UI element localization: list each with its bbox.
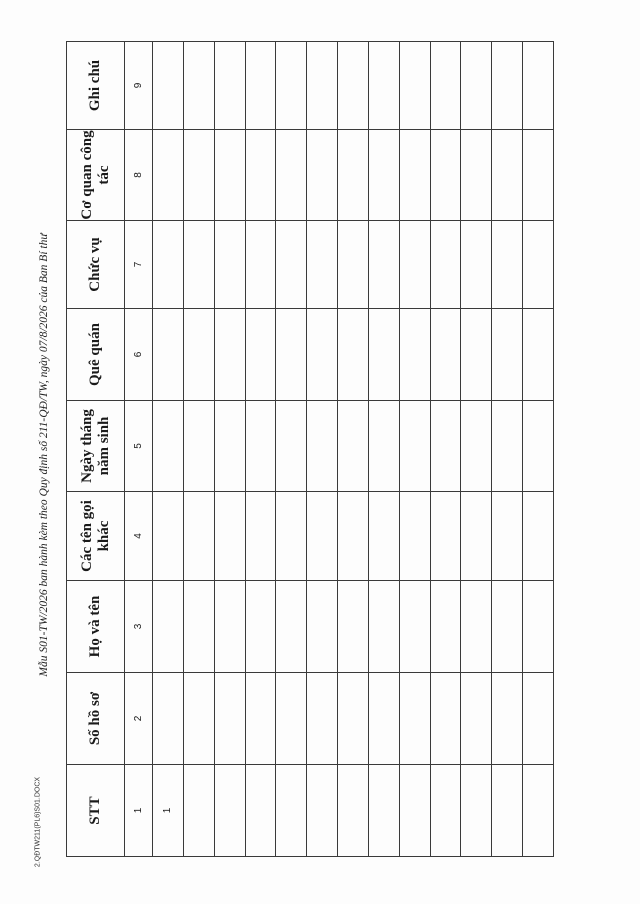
table-cell[interactable] bbox=[214, 42, 245, 130]
table-cell[interactable] bbox=[430, 309, 461, 401]
table-cell[interactable] bbox=[183, 673, 214, 765]
table-cell[interactable] bbox=[461, 401, 492, 492]
table-cell[interactable] bbox=[307, 401, 338, 492]
table-cell[interactable] bbox=[245, 765, 276, 857]
table-cell[interactable] bbox=[492, 221, 523, 309]
column-header: Chức vụ bbox=[67, 221, 125, 309]
table-cell[interactable] bbox=[245, 221, 276, 309]
table-cell[interactable] bbox=[307, 42, 338, 130]
table-cell[interactable] bbox=[276, 765, 307, 857]
table-cell[interactable] bbox=[368, 42, 399, 130]
table-cell[interactable] bbox=[245, 673, 276, 765]
table-cell[interactable] bbox=[214, 401, 245, 492]
table-cell[interactable] bbox=[399, 309, 430, 401]
table-cell[interactable] bbox=[430, 221, 461, 309]
table-cell[interactable] bbox=[338, 765, 369, 857]
table-cell[interactable] bbox=[461, 765, 492, 857]
table-cell[interactable] bbox=[461, 221, 492, 309]
table-cell[interactable] bbox=[368, 130, 399, 221]
table-cell[interactable] bbox=[368, 581, 399, 673]
table-cell[interactable] bbox=[307, 309, 338, 401]
table-cell[interactable] bbox=[153, 130, 184, 221]
table-cell[interactable] bbox=[523, 221, 554, 309]
table-cell[interactable] bbox=[214, 309, 245, 401]
table-cell[interactable] bbox=[430, 42, 461, 130]
table-cell[interactable] bbox=[276, 309, 307, 401]
table-cell[interactable] bbox=[430, 492, 461, 581]
table-cell[interactable] bbox=[276, 130, 307, 221]
table-cell[interactable] bbox=[523, 309, 554, 401]
table-cell[interactable] bbox=[399, 130, 430, 221]
table-cell[interactable] bbox=[492, 309, 523, 401]
table-cell[interactable] bbox=[492, 765, 523, 857]
table-cell[interactable] bbox=[430, 673, 461, 765]
table-row bbox=[276, 42, 307, 857]
table-cell[interactable] bbox=[153, 309, 184, 401]
table-cell[interactable] bbox=[523, 673, 554, 765]
table-cell[interactable] bbox=[183, 765, 214, 857]
table-cell[interactable] bbox=[338, 221, 369, 309]
table-cell[interactable] bbox=[461, 130, 492, 221]
column-header: Ghi chú bbox=[67, 42, 125, 130]
table-cell[interactable] bbox=[368, 221, 399, 309]
table-cell[interactable] bbox=[153, 401, 184, 492]
table-cell[interactable] bbox=[399, 401, 430, 492]
table-cell[interactable] bbox=[430, 581, 461, 673]
table-row bbox=[338, 42, 369, 857]
table-cell[interactable] bbox=[461, 581, 492, 673]
table-cell[interactable] bbox=[492, 581, 523, 673]
table-cell[interactable] bbox=[523, 581, 554, 673]
table-row bbox=[430, 42, 461, 857]
table-cell[interactable] bbox=[183, 492, 214, 581]
table-cell[interactable] bbox=[338, 581, 369, 673]
document-code: 2.QĐTW211(PL6)S01.DOCX bbox=[34, 776, 42, 868]
column-number: 3 bbox=[125, 581, 153, 673]
table-cell[interactable] bbox=[523, 130, 554, 221]
table-cell[interactable] bbox=[214, 673, 245, 765]
table-cell[interactable] bbox=[338, 401, 369, 492]
table-cell[interactable] bbox=[492, 130, 523, 221]
table-row bbox=[214, 42, 245, 857]
table-cell[interactable] bbox=[338, 673, 369, 765]
table-cell[interactable] bbox=[245, 401, 276, 492]
table-cell[interactable] bbox=[368, 765, 399, 857]
table-cell[interactable] bbox=[368, 309, 399, 401]
table-cell[interactable] bbox=[183, 309, 214, 401]
table-cell[interactable] bbox=[214, 492, 245, 581]
column-number: 5 bbox=[125, 401, 153, 492]
table-cell[interactable] bbox=[399, 221, 430, 309]
table-row bbox=[183, 42, 214, 857]
table-cell[interactable] bbox=[153, 673, 184, 765]
table-cell[interactable] bbox=[307, 130, 338, 221]
table-cell[interactable] bbox=[461, 492, 492, 581]
table-cell[interactable] bbox=[153, 42, 184, 130]
table-cell[interactable] bbox=[307, 221, 338, 309]
table-cell[interactable] bbox=[523, 765, 554, 857]
table-row bbox=[523, 42, 554, 857]
table-cell[interactable] bbox=[430, 130, 461, 221]
table-cell[interactable] bbox=[338, 42, 369, 130]
table-cell[interactable] bbox=[338, 309, 369, 401]
table-cell[interactable] bbox=[523, 401, 554, 492]
column-number: 4 bbox=[125, 492, 153, 581]
record-table bbox=[66, 41, 554, 857]
record-table-rotated bbox=[66, 42, 553, 857]
table-row bbox=[153, 42, 184, 857]
table-cell[interactable] bbox=[245, 492, 276, 581]
table-cell[interactable]: 1 bbox=[153, 765, 184, 857]
table-cell[interactable] bbox=[276, 581, 307, 673]
column-header: Quê quán bbox=[67, 309, 125, 401]
column-number: 8 bbox=[125, 130, 153, 221]
table-cell[interactable] bbox=[338, 492, 369, 581]
table-row bbox=[399, 42, 430, 857]
column-number: 6 bbox=[125, 309, 153, 401]
table-cell[interactable] bbox=[492, 673, 523, 765]
table-cell[interactable] bbox=[276, 492, 307, 581]
table-cell[interactable] bbox=[523, 42, 554, 130]
table-cell[interactable] bbox=[461, 42, 492, 130]
table-cell[interactable] bbox=[245, 581, 276, 673]
table-cell[interactable] bbox=[183, 42, 214, 130]
column-header: STT bbox=[67, 765, 125, 857]
table-cell[interactable] bbox=[399, 42, 430, 130]
table-row bbox=[307, 42, 338, 857]
table-cell[interactable] bbox=[492, 401, 523, 492]
table-cell[interactable] bbox=[430, 765, 461, 857]
table-cell[interactable] bbox=[368, 401, 399, 492]
column-number: 9 bbox=[125, 42, 153, 130]
table-cell[interactable] bbox=[492, 42, 523, 130]
table-cell[interactable] bbox=[523, 492, 554, 581]
table-cell[interactable] bbox=[338, 130, 369, 221]
table-cell[interactable] bbox=[183, 130, 214, 221]
table-cell[interactable] bbox=[492, 492, 523, 581]
table-cell[interactable] bbox=[276, 221, 307, 309]
table-cell[interactable] bbox=[276, 401, 307, 492]
table-cell[interactable] bbox=[399, 581, 430, 673]
table-cell[interactable] bbox=[399, 765, 430, 857]
table-cell[interactable] bbox=[153, 492, 184, 581]
table-cell[interactable] bbox=[183, 221, 214, 309]
table-cell[interactable] bbox=[153, 221, 184, 309]
header-row bbox=[67, 42, 125, 857]
table-cell[interactable] bbox=[245, 130, 276, 221]
table-cell[interactable] bbox=[245, 42, 276, 130]
table-cell[interactable] bbox=[214, 130, 245, 221]
column-number: 2 bbox=[125, 673, 153, 765]
table-cell[interactable] bbox=[276, 42, 307, 130]
table-row bbox=[461, 42, 492, 857]
table-cell[interactable] bbox=[183, 581, 214, 673]
table-cell[interactable] bbox=[214, 221, 245, 309]
table-cell[interactable] bbox=[307, 765, 338, 857]
table-cell[interactable] bbox=[307, 492, 338, 581]
form-caption: Mẫu S01-TW/2026 ban hành kèm theo Quy định số 211-QĐ/TW, ngày 07/8/2026 của Ban Bí thư bbox=[38, 233, 50, 677]
table-cell[interactable] bbox=[245, 309, 276, 401]
column-header: Các tên gọi khác bbox=[67, 492, 125, 581]
column-number: 1 bbox=[125, 765, 153, 857]
table-cell[interactable] bbox=[368, 673, 399, 765]
column-header: Ngày tháng năm sinh bbox=[67, 401, 125, 492]
table-cell[interactable] bbox=[307, 673, 338, 765]
table-cell[interactable] bbox=[399, 492, 430, 581]
table-cell[interactable] bbox=[183, 401, 214, 492]
table-cell[interactable] bbox=[461, 673, 492, 765]
table-cell[interactable] bbox=[430, 401, 461, 492]
table-cell[interactable] bbox=[399, 673, 430, 765]
table-cell[interactable] bbox=[461, 309, 492, 401]
table-row bbox=[245, 42, 276, 857]
column-header: Họ và tên bbox=[67, 581, 125, 673]
table-cell[interactable] bbox=[214, 765, 245, 857]
column-header: Cơ quan công tác bbox=[67, 130, 125, 221]
column-header: Số hồ sơ bbox=[67, 673, 125, 765]
table-cell[interactable] bbox=[276, 673, 307, 765]
table-cell[interactable] bbox=[153, 581, 184, 673]
table-row bbox=[492, 42, 523, 857]
table-row bbox=[368, 42, 399, 857]
record-table-wrapper bbox=[66, 42, 553, 857]
column-number-row bbox=[125, 42, 153, 857]
column-number: 7 bbox=[125, 221, 153, 309]
table-cell[interactable] bbox=[307, 581, 338, 673]
table-cell[interactable] bbox=[214, 581, 245, 673]
table-cell[interactable] bbox=[368, 492, 399, 581]
